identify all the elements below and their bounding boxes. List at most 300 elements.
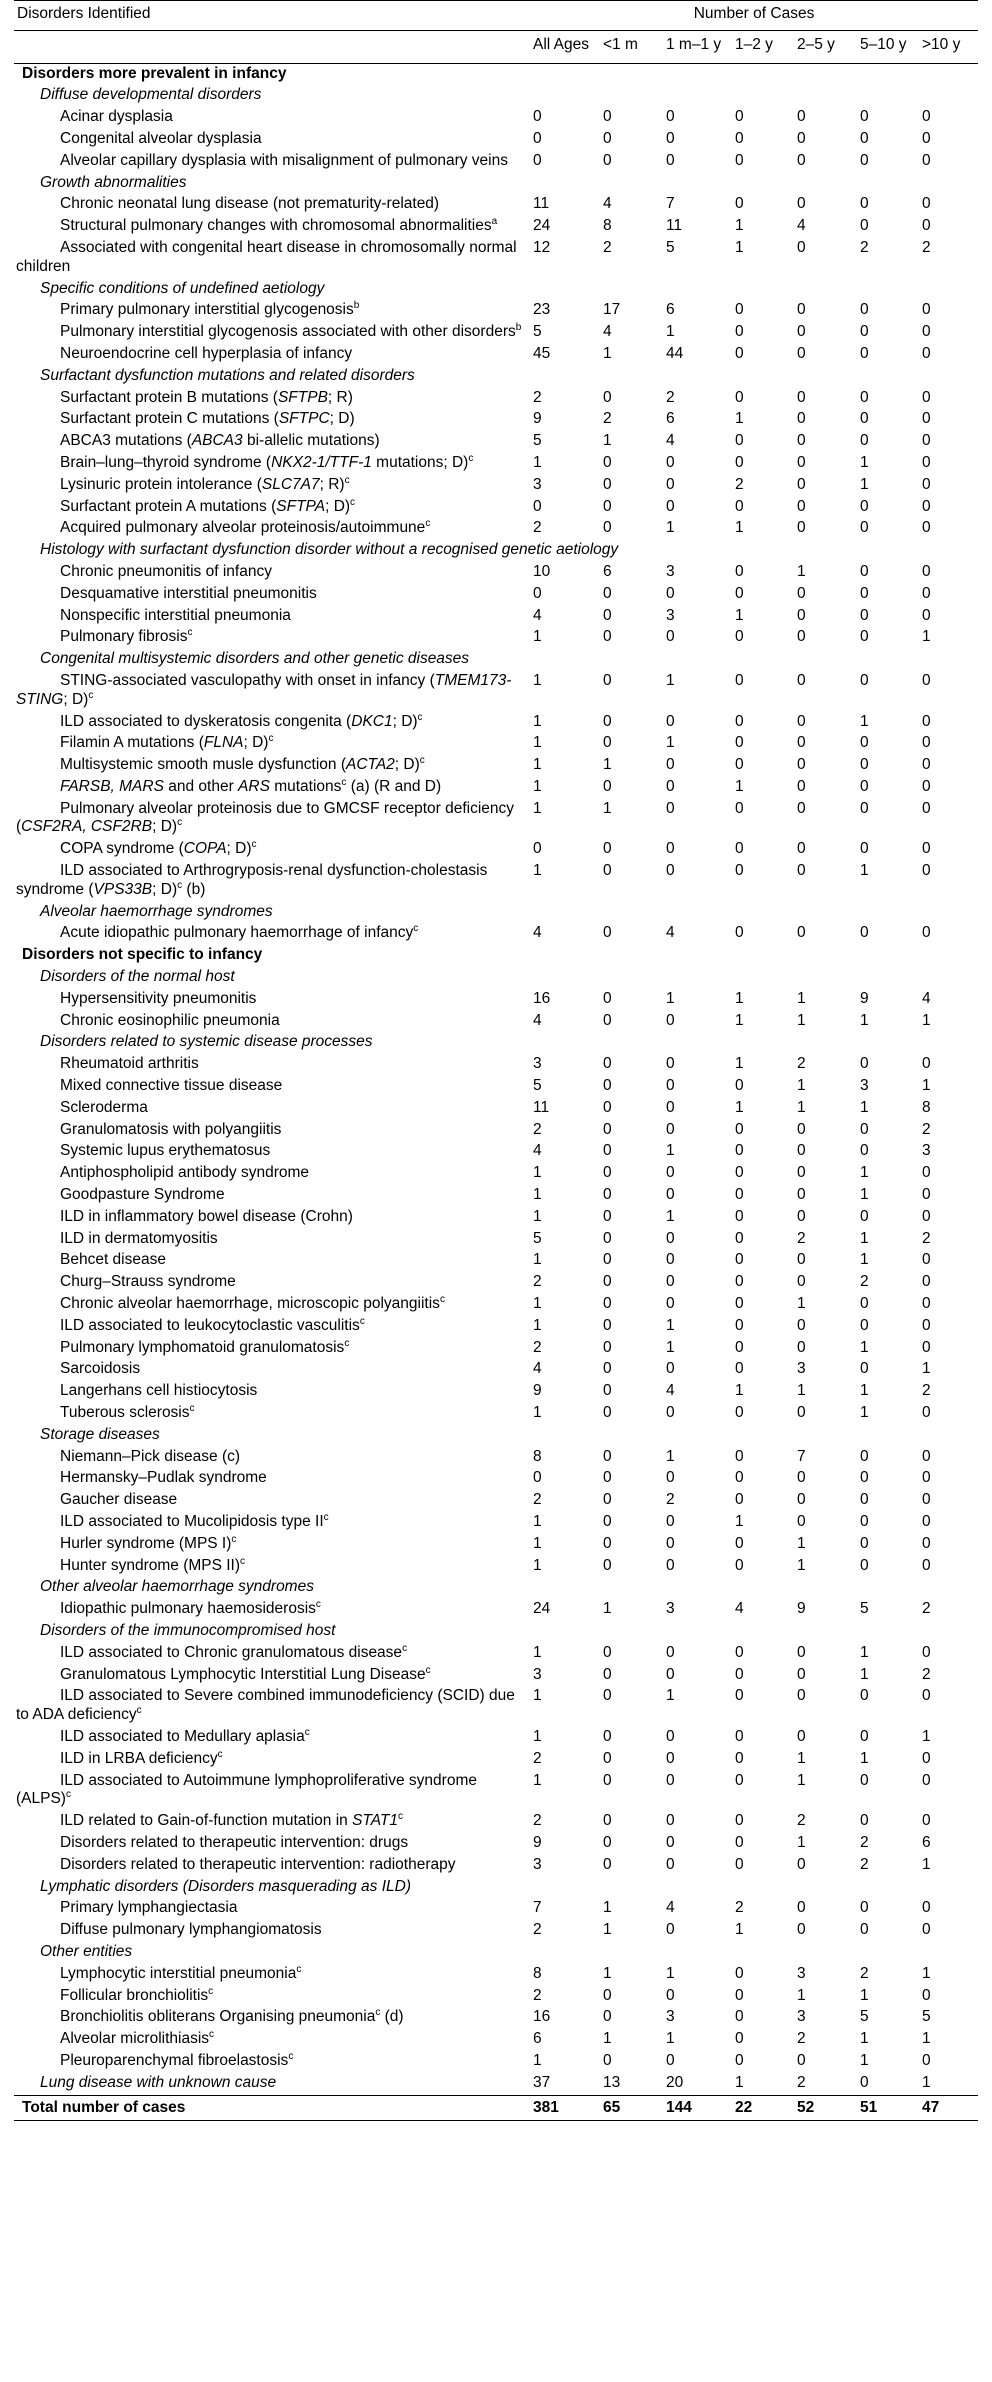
disorder-row	[14, 2029, 978, 2051]
case-count: 0	[860, 410, 869, 428]
disorder-label	[14, 194, 530, 216]
case-count: 0	[922, 1295, 931, 1313]
label-text: Other entities	[40, 1942, 133, 1960]
case-count: 0	[797, 584, 806, 602]
case-count: 1	[603, 1964, 612, 1982]
label-text: ; D)	[226, 840, 252, 858]
footnote-marker: c	[359, 1315, 365, 1327]
disorder-label	[14, 85, 978, 107]
case-count: 0	[603, 1360, 612, 1378]
case-count: 1	[797, 1077, 806, 1095]
case-count: 9	[533, 410, 542, 428]
footnote-marker: c	[88, 689, 94, 701]
case-count: 0	[735, 799, 744, 817]
case-count: 0	[922, 1643, 931, 1661]
label-text: Acute idiopathic pulmonary haemorrhage of infancy	[60, 924, 414, 942]
label-text: Desquamative interstitial pneumonitis	[60, 584, 317, 602]
case-count: 0	[860, 671, 869, 689]
disorder-label	[14, 1771, 530, 1812]
label-text: Specific conditions of undefined aetiology	[40, 279, 325, 297]
footnote-marker: c	[439, 1294, 445, 1306]
disorder-row	[14, 712, 978, 734]
case-count: 0	[860, 924, 869, 942]
case-count: 1	[860, 1749, 869, 1767]
total-count: 65	[600, 2095, 663, 2121]
case-count: 0	[860, 1447, 869, 1465]
disorder-label	[14, 107, 530, 129]
case-count: 0	[797, 1251, 806, 1269]
case-count: 0	[666, 1295, 675, 1313]
disorder-label	[14, 1185, 530, 1207]
label-text: ILD in LRBA deficiency	[60, 1749, 218, 1767]
disorder-label	[14, 1811, 530, 1833]
case-count: 2	[533, 388, 542, 406]
disorder-row	[14, 194, 978, 216]
case-count: 1	[860, 1382, 869, 1400]
case-count: 7	[533, 1899, 542, 1917]
case-count: 0	[860, 1687, 869, 1705]
case-count: 5	[533, 1077, 542, 1095]
case-count: 0	[533, 151, 542, 169]
case-count: 2	[797, 2073, 806, 2091]
case-count: 0	[735, 1142, 744, 1160]
case-count: 0	[603, 2008, 612, 2026]
case-count: 1	[533, 1404, 542, 1421]
case-count: 5	[922, 2008, 931, 2026]
disorder-label	[14, 540, 978, 562]
case-count: 5	[860, 2008, 869, 2026]
gene-name: COPA	[183, 840, 227, 858]
case-count: 0	[922, 1207, 931, 1225]
case-count: 1	[797, 1382, 806, 1400]
case-count: 17	[603, 301, 621, 319]
footnote-marker: c	[425, 1664, 431, 1676]
label-text: ; D)	[152, 880, 178, 898]
disorder-label	[14, 1512, 530, 1534]
case-count: 0	[533, 108, 542, 126]
case-count: 2	[860, 1855, 869, 1873]
case-count: 0	[797, 1727, 806, 1745]
label-text: Alveolar capillary dysplasia with misalignment of pulmonary veins	[60, 151, 508, 169]
gene-name: NKX2-1/TTF-1	[271, 453, 372, 471]
label-text: Surfactant protein C mutations (	[60, 410, 279, 428]
disorder-row	[14, 861, 978, 902]
case-count: 0	[922, 1512, 931, 1530]
disorder-row	[14, 322, 978, 344]
disorder-row	[14, 518, 978, 540]
disorder-label	[14, 1686, 530, 1727]
label-text: ; D)	[152, 818, 178, 836]
disorder-label	[14, 1250, 530, 1272]
case-count: 0	[533, 1469, 542, 1487]
case-count: 0	[666, 1186, 675, 1204]
case-count: 0	[922, 1273, 931, 1291]
disorder-label	[14, 1120, 530, 1142]
case-count: 0	[735, 1229, 744, 1247]
disorder-label	[14, 1381, 530, 1403]
case-count: 45	[533, 344, 551, 362]
case-count: 0	[922, 924, 931, 942]
case-count: 1	[860, 1404, 869, 1421]
total-count: 47	[919, 2095, 978, 2121]
label-text: Chronic neonatal lung disease (not prematurity-related)	[60, 195, 440, 213]
case-count: 0	[797, 1142, 806, 1160]
case-count: 1	[533, 1643, 542, 1661]
case-count: 2	[922, 1665, 931, 1683]
case-count: 0	[666, 1833, 675, 1851]
case-count: 0	[603, 1229, 612, 1247]
case-count: 1	[735, 1055, 744, 1073]
case-count: 0	[860, 562, 869, 580]
disorder-row	[14, 1316, 978, 1338]
case-count: 1	[533, 862, 542, 880]
case-count: 0	[860, 1142, 869, 1160]
label-text: Surfactant protein A mutations (	[60, 497, 277, 515]
label-text: Congenital multisystemic disorders and other genetic diseases	[40, 650, 470, 668]
case-count: 6	[922, 1833, 931, 1851]
gene-name: SFTPC	[278, 410, 330, 428]
case-count: 2	[533, 1120, 542, 1138]
header-row-columns	[14, 30, 978, 63]
case-count: 0	[735, 1447, 744, 1465]
column-header: All Ages	[530, 30, 600, 63]
category-row	[14, 1942, 978, 1964]
case-count: 0	[860, 1491, 869, 1509]
footnote-marker: c	[344, 474, 350, 486]
case-count: 0	[797, 475, 806, 493]
case-count: 1	[735, 410, 744, 428]
disorder-label	[14, 861, 530, 902]
case-count: 0	[735, 1556, 744, 1574]
case-count: 2	[533, 1921, 542, 1939]
disorder-label	[14, 1665, 530, 1687]
case-count: 1	[797, 1011, 806, 1029]
case-count: 10	[533, 562, 551, 580]
case-count: 0	[860, 519, 869, 537]
case-count: 0	[735, 323, 744, 341]
case-count: 0	[797, 924, 806, 942]
case-count: 0	[735, 562, 744, 580]
case-count: 0	[603, 1164, 612, 1182]
header-row-top	[14, 1, 978, 31]
case-count: 0	[797, 1186, 806, 1204]
label-text: ILD associated to Medullary aplasia	[60, 1727, 305, 1745]
case-count: 12	[533, 238, 551, 256]
case-count: 1	[860, 2030, 869, 2048]
disorder-row	[14, 388, 978, 410]
footnote-marker: c	[402, 1642, 408, 1654]
gene-name: ARS	[238, 777, 270, 795]
case-count: 0	[603, 1469, 612, 1487]
case-count: 1	[922, 2030, 931, 2048]
disorder-label	[14, 497, 530, 519]
case-count: 2	[666, 1491, 675, 1509]
case-count: 1	[860, 1098, 869, 1116]
disorder-label	[14, 409, 530, 431]
case-count: 1	[533, 1727, 542, 1745]
case-count: 0	[603, 989, 612, 1007]
disorder-row	[14, 1771, 978, 1812]
case-count: 0	[797, 301, 806, 319]
case-count: 1	[922, 1077, 931, 1095]
case-count: 0	[797, 1164, 806, 1182]
label-text: mutations; D)	[371, 453, 469, 471]
label-text: bi-allelic mutations)	[242, 432, 380, 450]
case-count: 0	[860, 1316, 869, 1334]
case-count: 0	[922, 1921, 931, 1939]
case-count: 1	[860, 1251, 869, 1269]
case-count: 0	[922, 1771, 931, 1789]
case-count: 4	[922, 989, 931, 1007]
disorder-row	[14, 1076, 978, 1098]
case-count: 0	[922, 840, 931, 858]
case-count: 0	[860, 1534, 869, 1552]
label-text: Hermansky–Pudlak syndrome	[60, 1469, 267, 1487]
case-count: 0	[603, 777, 612, 795]
footnote-marker: c	[268, 733, 274, 745]
case-count: 11	[533, 195, 550, 213]
case-count: 5	[533, 432, 542, 450]
case-count: 0	[860, 1055, 869, 1073]
case-count: 1	[797, 1771, 806, 1789]
label-text: Chronic pneumonitis of infancy	[60, 562, 272, 580]
case-count: 0	[797, 1899, 806, 1917]
case-count: 1	[533, 734, 542, 752]
gene-name: DKC1	[351, 712, 393, 730]
case-count: 0	[797, 1855, 806, 1873]
case-count: 0	[603, 1098, 612, 1116]
case-count: 1	[735, 2073, 744, 2091]
footnote-marker: c	[209, 2029, 215, 2041]
case-count: 1	[533, 1687, 542, 1705]
case-count: 0	[797, 108, 806, 126]
case-count: 1	[735, 217, 744, 235]
header-spacer	[14, 30, 530, 63]
case-count: 0	[797, 410, 806, 428]
case-count: 0	[603, 1986, 612, 2004]
case-count: 8	[922, 1098, 931, 1116]
disorder-row	[14, 1294, 978, 1316]
case-count: 0	[735, 1812, 744, 1830]
label-text: ILD associated to Mucolipidosis type II	[60, 1512, 324, 1530]
label-text: Pulmonary alveolar proteinosis due to GMCSF receptor deficiency (	[16, 799, 515, 836]
footnote-marker: c	[323, 1511, 329, 1523]
case-count: 0	[922, 1986, 931, 2004]
case-count: 0	[922, 862, 931, 880]
disorder-row	[14, 671, 978, 712]
disorder-row	[14, 923, 978, 945]
disorder-row	[14, 1833, 978, 1855]
case-count: 0	[860, 1120, 869, 1138]
disorder-label	[14, 627, 530, 649]
case-count: 1	[797, 562, 806, 580]
case-count: 1	[797, 1749, 806, 1767]
case-count: 0	[735, 1186, 744, 1204]
case-count: 4	[797, 217, 806, 235]
disorder-row	[14, 733, 978, 755]
case-count: 1	[666, 1316, 675, 1334]
column-header: 5–10 y	[857, 30, 919, 63]
disorder-label	[14, 1986, 530, 2008]
case-count: 1	[603, 1899, 612, 1917]
case-count: 0	[797, 344, 806, 362]
case-count: 0	[797, 2051, 806, 2069]
case-count: 1	[533, 453, 542, 471]
total-label: Total number of cases	[14, 2095, 530, 2121]
case-count: 1	[533, 1556, 542, 1574]
gene-name: SFTPA	[276, 497, 326, 515]
footnote-marker: c	[231, 1533, 237, 1545]
case-count: 0	[533, 840, 542, 858]
case-count: 1	[533, 1771, 542, 1789]
disorder-label	[14, 300, 530, 322]
case-count: 1	[922, 628, 931, 646]
case-count: 0	[860, 1556, 869, 1574]
case-count: 0	[922, 432, 931, 450]
total-count: 22	[732, 2095, 794, 2121]
disorder-row	[14, 107, 978, 129]
case-count: 1	[922, 1011, 931, 1029]
footnote-marker: c	[177, 817, 183, 829]
disorder-row	[14, 129, 978, 151]
disorder-label	[14, 1556, 530, 1578]
column-header: 1–2 y	[732, 30, 794, 63]
case-count: 1	[922, 1964, 931, 1982]
disorder-label	[14, 1942, 978, 1964]
case-count: 2	[797, 1055, 806, 1073]
disorder-label	[14, 1855, 530, 1877]
label-text: Niemann–Pick disease (c)	[60, 1447, 241, 1465]
case-count: 4	[533, 1011, 542, 1029]
case-count: 0	[860, 1921, 869, 1939]
case-count: 1	[666, 1447, 675, 1465]
case-count: 6	[666, 301, 675, 319]
case-count: 0	[922, 1749, 931, 1767]
gene-name: FLNA	[203, 734, 244, 752]
category-row	[14, 540, 978, 562]
case-count: 0	[603, 840, 612, 858]
case-count: 0	[603, 606, 612, 624]
case-count: 0	[603, 388, 612, 406]
disorder-row	[14, 300, 978, 322]
case-count: 2	[922, 1382, 931, 1400]
disorder-row	[14, 497, 978, 519]
case-count: 0	[735, 1120, 744, 1138]
case-count: 0	[797, 606, 806, 624]
case-count: 0	[860, 2073, 869, 2091]
case-count: 0	[735, 1207, 744, 1225]
case-count: 0	[603, 1142, 612, 1160]
case-count: 1	[666, 2030, 675, 2048]
label-text: Granulomatous Lymphocytic Interstitial Lung Disease	[60, 1665, 426, 1683]
disorder-label	[14, 279, 978, 301]
case-count: 2	[922, 238, 931, 256]
case-count: 0	[603, 1404, 612, 1421]
footnote-marker: c	[177, 879, 183, 891]
case-count: 0	[797, 129, 806, 147]
disorder-row	[14, 1898, 978, 1920]
label-text: Disorders of the immunocompromised host	[40, 1621, 336, 1639]
case-count: 0	[922, 344, 931, 362]
case-count: 0	[922, 1404, 931, 1421]
case-count: 0	[735, 671, 744, 689]
case-count: 0	[666, 777, 675, 795]
label-text: Pulmonary fibrosis	[60, 628, 188, 646]
case-count: 0	[797, 1665, 806, 1683]
disorder-label	[14, 755, 530, 777]
case-count: 1	[666, 1142, 675, 1160]
case-count: 0	[860, 432, 869, 450]
case-count: 9	[797, 1600, 806, 1618]
case-count: 0	[603, 1295, 612, 1313]
label-text: Sarcoidosis	[60, 1360, 141, 1378]
disorder-row	[14, 839, 978, 861]
disorder-label	[14, 1920, 530, 1942]
total-count: 381	[530, 2095, 600, 2121]
label-text: ; D)	[329, 410, 355, 428]
label-text: ; R)	[327, 388, 353, 406]
disorder-row	[14, 238, 978, 279]
disorder-row	[14, 1141, 978, 1163]
case-count: 0	[860, 1360, 869, 1378]
case-count: 0	[603, 628, 612, 646]
disorder-label	[14, 1877, 978, 1899]
label-text: Histology with surfactant dysfunction disorder without a recognised genetic aetiology	[40, 541, 619, 559]
case-count: 0	[735, 712, 744, 730]
case-count: 1	[533, 1164, 542, 1182]
case-count: 9	[533, 1833, 542, 1851]
case-count: 2	[797, 1229, 806, 1247]
label-text: Alveolar haemorrhage syndromes	[40, 902, 273, 920]
label-text: Idiopathic pulmonary haemosiderosis	[60, 1600, 316, 1618]
case-count: 5	[533, 323, 542, 341]
case-count: 1	[533, 1295, 542, 1313]
disorder-label	[14, 1359, 530, 1381]
gene-name: SLC7A7	[261, 475, 320, 493]
disorders-identified-header: Disorders Identified	[14, 1, 530, 31]
case-count: 0	[860, 756, 869, 774]
case-count: 0	[797, 671, 806, 689]
footnote-marker: c	[413, 923, 419, 935]
disorder-label	[14, 1577, 978, 1599]
case-count: 3	[533, 1055, 542, 1073]
case-count: 3	[666, 1600, 675, 1618]
disorder-row	[14, 453, 978, 475]
label-text: Structural pulmonary changes with chromosomal abnormalities	[60, 217, 492, 235]
gene-name: TMEM173-STING	[16, 671, 512, 708]
case-count: 1	[922, 1360, 931, 1378]
disorder-row	[14, 409, 978, 431]
disorder-label	[14, 1054, 530, 1076]
case-count: 0	[603, 1749, 612, 1767]
case-count: 0	[666, 862, 675, 880]
case-count: 1	[666, 734, 675, 752]
disorder-label	[14, 777, 530, 799]
label-text: Chronic alveolar haemorrhage, microscopic polyangiitis	[60, 1295, 440, 1313]
case-count: 2	[860, 1964, 869, 1982]
disorder-label	[14, 733, 530, 755]
case-count: 1	[533, 1534, 542, 1552]
disorder-label	[14, 322, 530, 344]
case-count: 0	[735, 1986, 744, 2004]
case-count: 9	[860, 989, 869, 1007]
case-count: 4	[533, 606, 542, 624]
label-text: Mixed connective tissue disease	[60, 1077, 283, 1095]
disorder-row	[14, 1811, 978, 1833]
case-count: 2	[860, 1833, 869, 1851]
case-count: 7	[666, 195, 675, 213]
case-count: 1	[860, 1011, 869, 1029]
